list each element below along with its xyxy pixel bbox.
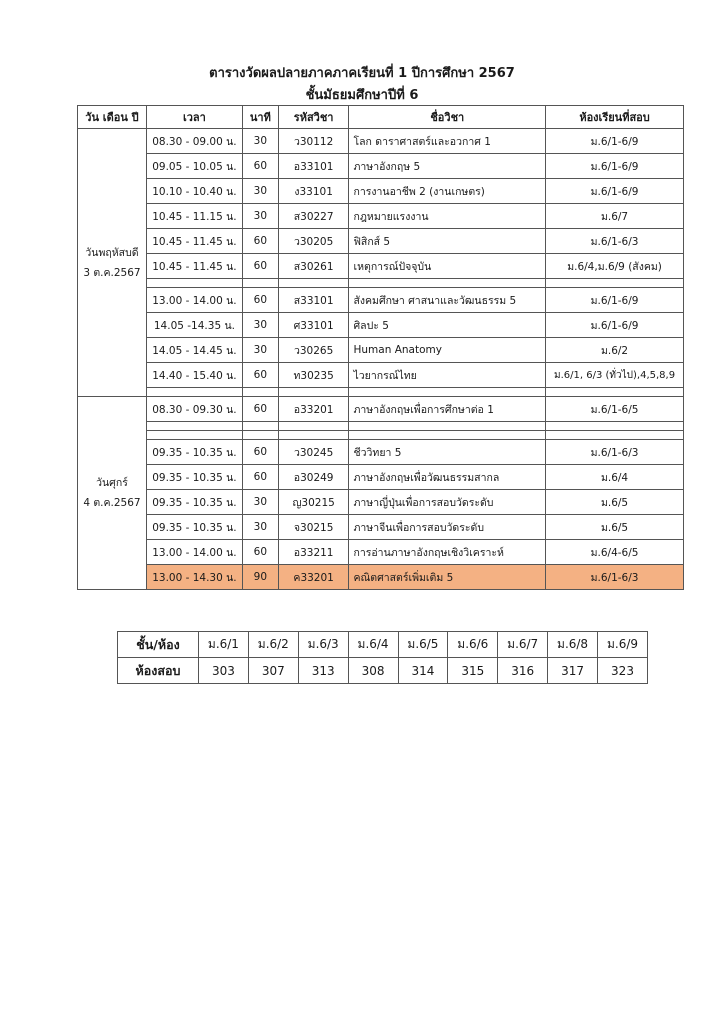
room-number-cell: 303 xyxy=(199,658,249,684)
table-row xyxy=(78,465,684,490)
page-subtitle: ชั้นมัธยมศึกษาปีที่ 6 xyxy=(305,88,419,103)
class-cell: ม.6/6 xyxy=(448,632,498,658)
time-cell: 09.05 - 10.05 น. xyxy=(146,154,242,179)
code-cell: อ33101 xyxy=(278,154,349,179)
minutes-cell: 90 xyxy=(242,565,278,590)
room-number-cell: 323 xyxy=(598,658,648,684)
code-cell: ง33101 xyxy=(278,179,349,204)
table-row xyxy=(78,229,684,254)
minutes-cell: 30 xyxy=(242,490,278,515)
time-cell: 10.45 - 11.15 น. xyxy=(146,204,242,229)
table-row xyxy=(78,179,684,204)
table-row xyxy=(78,154,684,179)
subject-cell: กฎหมายแรงงาน xyxy=(349,204,546,229)
spacer-row xyxy=(78,431,684,440)
table-row xyxy=(78,397,684,422)
class-cell: ม.6/2 xyxy=(248,632,298,658)
minutes-cell: 60 xyxy=(242,363,278,388)
room-number-cell: 308 xyxy=(348,658,398,684)
room-cell: ม.6/7 xyxy=(546,204,684,229)
room-cell: ม.6/5 xyxy=(546,490,684,515)
minutes-cell: 30 xyxy=(242,338,278,363)
code-cell: ค33201 xyxy=(278,565,349,590)
table-row xyxy=(78,490,684,515)
code-cell: ส30227 xyxy=(278,204,349,229)
subject-cell: ฟิสิกส์ 5 xyxy=(349,229,546,254)
day-date: 3 ต.ค.2567 xyxy=(83,266,141,279)
room-assignment-table xyxy=(117,631,648,684)
time-cell: 09.35 - 10.35 น. xyxy=(146,465,242,490)
minutes-cell: 30 xyxy=(242,515,278,540)
day-date: 4 ต.ค.2567 xyxy=(83,497,141,509)
room-cell: ม.6/4,ม.6/9 (สังคม) xyxy=(546,254,684,279)
table-row xyxy=(78,515,684,540)
subject-cell: ศิลปะ 5 xyxy=(349,313,546,338)
minutes-cell: 30 xyxy=(242,204,278,229)
subject-cell: คณิตศาสตร์เพิ่มเติม 5 xyxy=(349,565,546,590)
minutes-cell: 60 xyxy=(242,440,278,465)
room-label: ห้องสอบ xyxy=(118,658,199,684)
subject-cell: สังคมศึกษา ศาสนาและวัฒนธรรม 5 xyxy=(349,288,546,313)
code-cell: ท30235 xyxy=(278,363,349,388)
day-name: วันศุกร์ xyxy=(96,477,128,489)
room-cell: ม.6/2 xyxy=(546,338,684,363)
header-time: เวลา xyxy=(146,106,242,129)
class-cell: ม.6/3 xyxy=(298,632,348,658)
room-cell: ม.6/1-6/9 xyxy=(546,154,684,179)
subject-cell: โลก ดาราศาสตร์และอวกาศ 1 xyxy=(349,129,546,154)
exam-schedule-table xyxy=(77,105,684,590)
table-row xyxy=(78,338,684,363)
subject-cell: ภาษาอังกฤษเพื่อวัฒนธรรมสากล xyxy=(349,465,546,490)
code-cell: อ33211 xyxy=(278,540,349,565)
class-row xyxy=(118,632,648,658)
day-cell xyxy=(78,129,147,397)
time-cell: 08.30 - 09.00 น. xyxy=(146,129,242,154)
time-cell: 09.35 - 10.35 น. xyxy=(146,515,242,540)
code-cell: ว30112 xyxy=(278,129,349,154)
minutes-cell: 60 xyxy=(242,397,278,422)
class-cell: ม.6/5 xyxy=(398,632,448,658)
time-cell: 13.00 - 14.00 น. xyxy=(146,288,242,313)
subject-cell: ภาษาอังกฤษเพื่อการศึกษาต่อ 1 xyxy=(349,397,546,422)
room-cell: ม.6/1-6/3 xyxy=(546,229,684,254)
day-cell xyxy=(78,397,147,590)
minutes-cell: 30 xyxy=(242,179,278,204)
time-cell: 10.45 - 11.45 น. xyxy=(146,229,242,254)
page-title: ตารางวัดผลปลายภาคภาคเรียนที่ 1 ปีการศึกษา 2567 xyxy=(209,66,515,81)
time-cell: 13.00 - 14.30 น. xyxy=(146,565,242,590)
class-cell: ม.6/9 xyxy=(598,632,648,658)
table-row xyxy=(78,363,684,388)
time-cell: 13.00 - 14.00 น. xyxy=(146,540,242,565)
code-cell: ญ30215 xyxy=(278,490,349,515)
time-cell: 09.35 - 10.35 น. xyxy=(146,490,242,515)
spacer-row xyxy=(78,422,684,431)
subject-cell: การงานอาชีพ 2 (งานเกษตร) xyxy=(349,179,546,204)
code-cell: จ30215 xyxy=(278,515,349,540)
table-row xyxy=(78,313,684,338)
class-cell: ม.6/8 xyxy=(548,632,598,658)
room-number-cell: 314 xyxy=(398,658,448,684)
minutes-cell: 60 xyxy=(242,465,278,490)
class-cell: ม.6/4 xyxy=(348,632,398,658)
code-cell: ว30205 xyxy=(278,229,349,254)
subject-cell: ภาษาอังกฤษ 5 xyxy=(349,154,546,179)
time-cell: 14.05 -14.35 น. xyxy=(146,313,242,338)
minutes-cell: 60 xyxy=(242,288,278,313)
highlighted-row xyxy=(78,565,684,590)
code-cell: อ30249 xyxy=(278,465,349,490)
subject-cell: เหตุการณ์ปัจจุบัน xyxy=(349,254,546,279)
code-cell: ว30245 xyxy=(278,440,349,465)
table-row xyxy=(78,440,684,465)
table-row xyxy=(78,204,684,229)
code-cell: ศ33101 xyxy=(278,313,349,338)
room-cell: ม.6/1-6/9 xyxy=(546,313,684,338)
time-cell: 10.10 - 10.40 น. xyxy=(146,179,242,204)
minutes-cell: 60 xyxy=(242,254,278,279)
spacer-row xyxy=(78,279,684,288)
room-cell: ม.6/1-6/9 xyxy=(546,129,684,154)
room-number-cell: 307 xyxy=(248,658,298,684)
header-code: รหัสวิชา xyxy=(278,106,349,129)
subject-cell: ไวยากรณ์ไทย xyxy=(349,363,546,388)
spacer-row xyxy=(78,388,684,397)
day-name: วันพฤหัสบดี xyxy=(85,246,139,259)
class-cell: ม.6/7 xyxy=(498,632,548,658)
room-number-cell: 317 xyxy=(548,658,598,684)
time-cell: 10.45 - 11.45 น. xyxy=(146,254,242,279)
code-cell: ส30261 xyxy=(278,254,349,279)
room-cell: ม.6/4-6/5 xyxy=(546,540,684,565)
room-cell: ม.6/1-6/9 xyxy=(546,288,684,313)
minutes-cell: 60 xyxy=(242,540,278,565)
table-row xyxy=(78,288,684,313)
minutes-cell: 30 xyxy=(242,313,278,338)
code-cell: ว30265 xyxy=(278,338,349,363)
code-cell: ส33101 xyxy=(278,288,349,313)
table-row xyxy=(78,254,684,279)
room-number-cell: 313 xyxy=(298,658,348,684)
table-row xyxy=(78,129,684,154)
subject-cell: ภาษาจีนเพื่อการสอบวัดระดับ xyxy=(349,515,546,540)
subject-cell: ภาษาญี่ปุ่นเพื่อการสอบวัดระดับ xyxy=(349,490,546,515)
header-room: ห้องเรียนที่สอบ xyxy=(546,106,684,129)
code-cell: อ33201 xyxy=(278,397,349,422)
header-date: วัน เดือน ปี xyxy=(78,106,147,129)
subject-cell: ชีววิทยา 5 xyxy=(349,440,546,465)
table-row xyxy=(78,540,684,565)
room-cell: ม.6/4 xyxy=(546,465,684,490)
subject-cell: Human Anatomy xyxy=(349,338,546,363)
room-number-cell: 315 xyxy=(448,658,498,684)
class-label: ชั้น/ห้อง xyxy=(118,632,199,658)
time-cell: 14.40 - 15.40 น. xyxy=(146,363,242,388)
room-row xyxy=(118,658,648,684)
class-cell: ม.6/1 xyxy=(199,632,249,658)
time-cell: 09.35 - 10.35 น. xyxy=(146,440,242,465)
minutes-cell: 30 xyxy=(242,129,278,154)
room-cell: ม.6/1-6/3 xyxy=(546,565,684,590)
room-cell: ม.6/1-6/3 xyxy=(546,440,684,465)
time-cell: 14.05 - 14.45 น. xyxy=(146,338,242,363)
room-cell: ม.6/5 xyxy=(546,515,684,540)
room-number-cell: 316 xyxy=(498,658,548,684)
minutes-cell: 60 xyxy=(242,229,278,254)
subject-cell: การอ่านภาษาอังกฤษเชิงวิเคราะห์ xyxy=(349,540,546,565)
table-header-row xyxy=(78,106,684,129)
room-cell: ม.6/1, 6/3 (ทั่วไป),4,5,8,9 xyxy=(546,363,684,388)
room-cell: ม.6/1-6/5 xyxy=(546,397,684,422)
minutes-cell: 60 xyxy=(242,154,278,179)
room-cell: ม.6/1-6/9 xyxy=(546,179,684,204)
time-cell: 08.30 - 09.30 น. xyxy=(146,397,242,422)
header-subject: ชื่อวิชา xyxy=(349,106,546,129)
header-minutes: นาที xyxy=(242,106,278,129)
